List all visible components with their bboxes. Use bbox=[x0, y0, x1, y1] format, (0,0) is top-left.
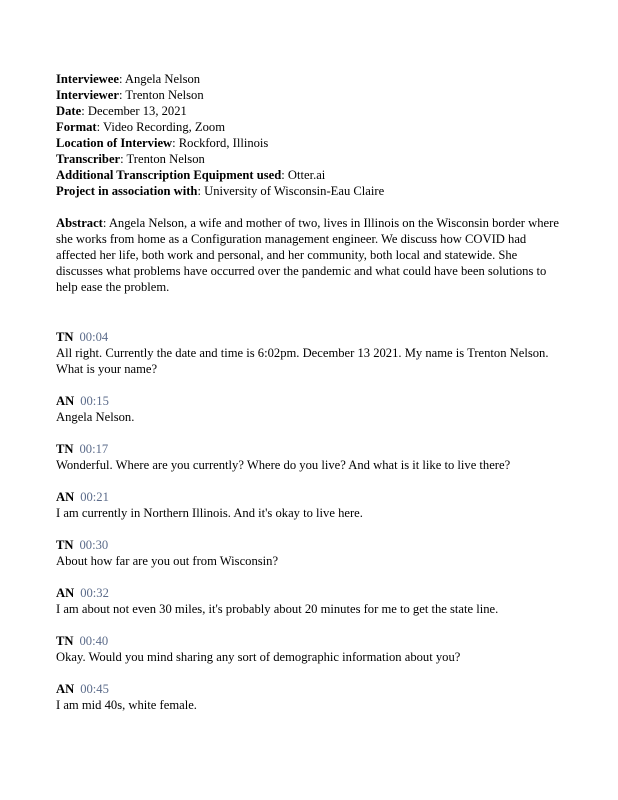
transcript-body bbox=[56, 329, 566, 713]
speaker-row bbox=[56, 329, 566, 345]
timestamp: 00:32 bbox=[80, 586, 109, 600]
metadata-key: Format bbox=[56, 120, 97, 134]
speaker-initials: AN bbox=[56, 394, 75, 408]
metadata-key: Date bbox=[56, 104, 82, 118]
speaker-row bbox=[56, 441, 566, 457]
metadata-format: Format: Video Recording, Zoom bbox=[56, 120, 225, 134]
metadata-transcriber: Transcriber: Trenton Nelson bbox=[56, 152, 205, 166]
metadata-value: Otter.ai bbox=[287, 168, 326, 182]
timestamp: 00:17 bbox=[79, 442, 109, 456]
metadata-value: Angela Nelson bbox=[124, 72, 201, 86]
utterance-text: Wonderful. Where are you currently? Where do you live? And what is it like to live there? bbox=[56, 458, 511, 472]
transcript-turn bbox=[56, 633, 566, 665]
speaker-row bbox=[56, 681, 566, 697]
utterance-text: I am about not even 30 miles, it's probably about 20 minutes for me to get the state line. bbox=[56, 602, 499, 616]
metadata-interviewer: Interviewer: Trenton Nelson bbox=[56, 88, 204, 102]
metadata-location: Location of Interview: Rockford, Illinois bbox=[56, 136, 269, 150]
abstract-text: Angela Nelson, a wife and mother of two, lives in Illinois on the Wisconsin border where she works from home as a Configuration management engineer. We discuss how COVID had affected her life, both work and personal, and her community, both local and statewide. She discusses what problems have occurred over the pandemic and what could have been solutions to help ease the problem. bbox=[56, 216, 559, 294]
metadata-equipment: Additional Transcription Equipment used: Otter.ai bbox=[56, 168, 326, 182]
speaker-row bbox=[56, 393, 566, 409]
transcript-turn bbox=[56, 681, 566, 713]
speaker-initials: TN bbox=[56, 634, 74, 648]
speaker-row bbox=[56, 537, 566, 553]
speaker-initials: AN bbox=[56, 586, 75, 600]
speaker-row bbox=[56, 633, 566, 649]
metadata-key: Interviewee bbox=[56, 72, 119, 86]
metadata-value: Trenton Nelson bbox=[125, 88, 204, 102]
metadata-key: Project in association with bbox=[56, 184, 198, 198]
utterance-text: Angela Nelson. bbox=[56, 410, 135, 424]
transcript-turn bbox=[56, 393, 566, 425]
transcript-turn bbox=[56, 329, 566, 377]
utterance-text: I am currently in Northern Illinois. And it's okay to live here. bbox=[56, 506, 363, 520]
utterance-text: Okay. Would you mind sharing any sort of demographic information about you? bbox=[56, 650, 461, 664]
timestamp: 00:15 bbox=[80, 394, 109, 408]
speaker-initials: AN bbox=[56, 682, 75, 696]
speaker-initials: TN bbox=[56, 538, 74, 552]
transcript-turn bbox=[56, 537, 566, 569]
speaker-initials: TN bbox=[56, 330, 74, 344]
interview-metadata bbox=[56, 71, 566, 199]
timestamp: 00:45 bbox=[80, 682, 109, 696]
metadata-key: Transcriber bbox=[56, 152, 121, 166]
transcript-turn bbox=[56, 585, 566, 617]
timestamp: 00:04 bbox=[79, 330, 109, 344]
speaker-row bbox=[56, 585, 566, 601]
abstract-label: Abstract bbox=[56, 216, 103, 230]
metadata-value: Video Recording, Zoom bbox=[102, 120, 225, 134]
timestamp: 00:40 bbox=[79, 634, 109, 648]
metadata-value: December 13, 2021 bbox=[87, 104, 187, 118]
metadata-key: Location of Interview bbox=[56, 136, 173, 150]
utterance-text: All right. Currently the date and time is 6:02pm. December 13 2021. My name is Trenton Nelson. What is your name? bbox=[56, 346, 549, 376]
metadata-interviewee: Interviewee: Angela Nelson bbox=[56, 72, 201, 86]
metadata-project: Project in association with: University of Wisconsin-Eau Claire bbox=[56, 184, 385, 198]
abstract-paragraph: Abstract: Angela Nelson, a wife and mother of two, lives in Illinois on the Wisconsin border where she works from home as a Configuration management engineer. We discuss how COVID had affected her life, both work and personal, and her community, both local and statewide. She discusses what problems have occurred over the pandemic and what could have been solutions to help ease the problem. bbox=[56, 216, 559, 294]
speaker-row bbox=[56, 489, 566, 505]
transcript-turn bbox=[56, 489, 566, 521]
metadata-date: Date: December 13, 2021 bbox=[56, 104, 187, 118]
metadata-value: University of Wisconsin-Eau Claire bbox=[204, 184, 385, 198]
transcript-turn bbox=[56, 441, 566, 473]
utterance-text: I am mid 40s, white female. bbox=[56, 698, 197, 712]
transcript-page bbox=[56, 71, 566, 729]
utterance-text: About how far are you out from Wisconsin? bbox=[56, 554, 279, 568]
timestamp: 00:30 bbox=[79, 538, 109, 552]
timestamp: 00:21 bbox=[80, 490, 109, 504]
metadata-key: Interviewer bbox=[56, 88, 119, 102]
speaker-initials: AN bbox=[56, 490, 75, 504]
metadata-value: Rockford, Illinois bbox=[178, 136, 269, 150]
metadata-value: Trenton Nelson bbox=[126, 152, 205, 166]
speaker-initials: TN bbox=[56, 442, 74, 456]
metadata-key: Additional Transcription Equipment used bbox=[56, 168, 282, 182]
